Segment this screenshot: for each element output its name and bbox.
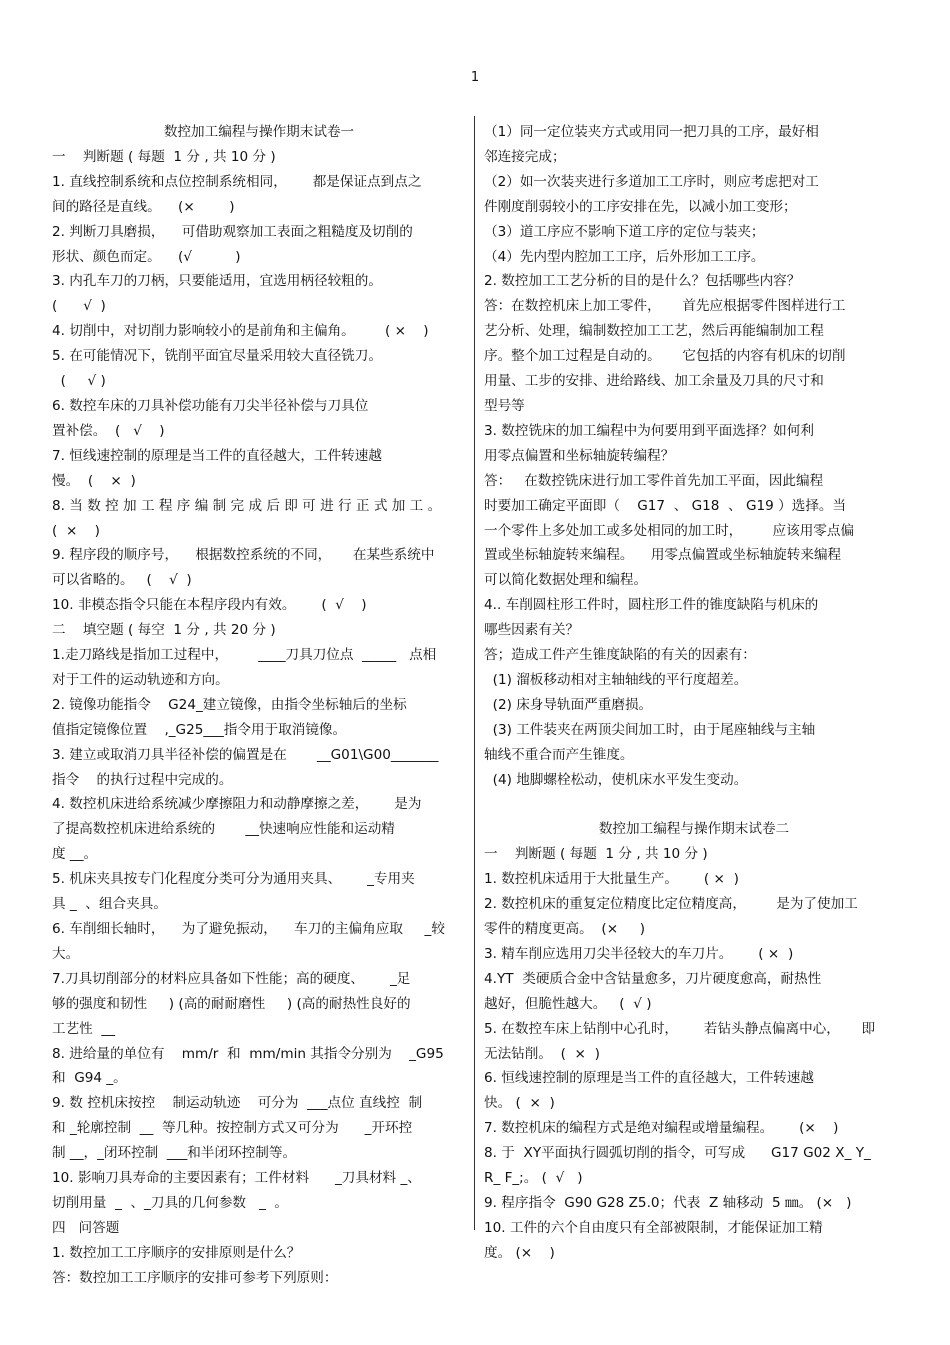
- text-line: 答： 在数控铣床进行加工零件首先加工平面，因此编程: [484, 472, 824, 489]
- text-line: 可以简化数据处理和编程。: [484, 572, 648, 589]
- text-line: R_ F_;。 ( √ ): [484, 1170, 583, 1187]
- page-number: 1: [470, 70, 480, 85]
- text-line: 邻连接完成；: [484, 148, 566, 165]
- text-line: 9. 数 控机床按控 制运动轨迹 可分为 ___点位 直线控 制: [52, 1095, 423, 1112]
- text-line: 答；造成工件产生锥度缺陷的有关的因素有：: [484, 647, 756, 664]
- text-line: (4) 地脚螺栓松动，使机床水平发生变动。: [484, 771, 748, 788]
- text-line: （1）同一定位装夹方式或用同一把刀具的工序，最好相: [484, 124, 819, 140]
- text-line: 零件的精度更高。 (× ): [484, 920, 645, 937]
- text-line: 9. 程序指令 G90 G28 Z5.0；代表 Z 轴移动 5 ㎜。 (× ): [484, 1194, 852, 1211]
- text-line: ( × ): [52, 522, 100, 539]
- text-line: 8. 进给量的单位有 mm/r 和 mm/min 其指令分别为 _G95: [52, 1045, 444, 1062]
- text-line: 慢。 ( × ): [52, 472, 136, 489]
- text-line: 工艺性 __: [52, 1020, 116, 1037]
- text-line: 一 判断题 ( 每题 1 分 , 共 10 分 ): [52, 148, 276, 165]
- text-line: 时要加工确定平面即（ G17 、 G18 、 G19 ）选择。当: [484, 497, 847, 514]
- text-line: 3. 精车削应选用刀尖半径较大的车刀片。 ( × ): [484, 945, 794, 962]
- text-line: 置补偿。 ( √ ): [52, 422, 165, 439]
- text-line: 对于工件的运动轨迹和方向。: [52, 671, 229, 688]
- text-line: 4. 数控机床进给系统减少摩擦阻力和动静摩擦之差， 是为: [52, 796, 422, 813]
- text-line: 越好，但脆性越大。 ( √ ): [484, 995, 652, 1012]
- text-line: 无法钻削。 ( × ): [484, 1045, 600, 1062]
- text-line: 8. 于 XY平面执行圆弧切削的指令，可写成 G17 G02 X_ Y_: [484, 1145, 871, 1162]
- text-line: 3. 建立或取消刀具半径补偿的偏置是在 __G01\G00_______: [52, 746, 439, 763]
- text-line: 2. 判断刀具磨损， 可借助观察加工表面之粗糙度及切削的: [52, 223, 413, 240]
- text-line: 3. 内孔车刀的刀柄，只要能适用，宜选用柄径较粗的。: [52, 273, 382, 290]
- text-line: 10. 非模态指令只能在本程序段内有效。 ( √ ): [52, 597, 367, 614]
- text-line: ( √ ): [52, 373, 106, 390]
- text-line: （3）道工序应不影响下道工序的定位与装夹；: [484, 223, 765, 240]
- exam-title: 数控加工编程与操作期末试卷二: [598, 821, 790, 838]
- exam-title: 数控加工编程与操作期末试卷一: [163, 124, 355, 140]
- text-line: 具 _ 、组合夹具。: [52, 896, 167, 913]
- text-line: 哪些因素有关？: [484, 622, 580, 639]
- text-line: 四 问答题: [52, 1219, 120, 1236]
- text-line: 够的强度和韧性 ) (高的耐耐磨性 ) (高的耐热性良好的: [52, 995, 411, 1012]
- text-line: 一 判断题 ( 每题 1 分 , 共 10 分 ): [484, 846, 708, 863]
- text-line: （4）先内型内腔加工工序，后外形加工工序。: [484, 248, 765, 265]
- left-column: [52, 120, 466, 1291]
- text-line: 切削用量 _ 、_刀具的几何参数 _ 。: [52, 1194, 288, 1211]
- text-line: 9. 程序段的顺序号， 根据数控系统的不同， 在某些系统中: [52, 547, 435, 564]
- text-line: 2. 镜像功能指令 G24_建立镜像，由指令坐标轴后的坐标: [52, 696, 407, 713]
- text-line: 间的路径是直线。 (× ): [52, 198, 235, 215]
- text-line: (2) 床身导轨面严重磨损。: [484, 696, 653, 713]
- text-line: 快。 ( × ): [484, 1095, 555, 1112]
- text-line: 度。 (× ): [484, 1244, 555, 1261]
- text-line: 2. 数控机床的重复定位精度比定位精度高， 是为了使加工: [484, 896, 858, 913]
- text-line: 制 __，_闭环控制 ___和半闭环控制等。: [52, 1145, 297, 1162]
- text-line: 轴线不重合而产生锥度。: [484, 746, 634, 763]
- text-line: 件刚度削弱较小的工序安排在先，以减小加工变形；: [484, 198, 797, 215]
- text-line: (3) 工件装夹在两顶尖间加工时，由于尾座轴线与主轴: [484, 721, 816, 738]
- text-line: 1. 数控加工工序顺序的安排原则是什么？: [52, 1244, 301, 1261]
- text-line: 6. 车削细长轴时， 为了避免振动， 车刀的主偏角应取 _较: [52, 921, 445, 937]
- text-line: 形状、颜色而定。 (√ ): [52, 248, 241, 265]
- text-line: 了提高数控机床进给系统的 __快速响应性能和运动精: [52, 821, 395, 838]
- text-line: 用量、工步的安排、进给路线、加工余量及刀具的尺寸和: [484, 373, 824, 390]
- text-line: 10. 影响刀具寿命的主要因素有；工件材料 _刀具材料 _、: [52, 1170, 421, 1187]
- text-line: 7. 数控机床的编程方式是绝对编程或增量编程。 (× ): [484, 1120, 839, 1137]
- text-line: 2. 数控加工工艺分析的目的是什么？包括哪些内容？: [484, 273, 801, 290]
- text-line: 1. 数控机床适用于大批量生产。 ( × ): [484, 871, 739, 888]
- text-line: 7.刀具切削部分的材料应具备如下性能；高的硬度、 _足: [52, 970, 411, 987]
- text-line: 度 __。: [52, 846, 98, 863]
- text-line: 4.. 车削圆柱形工件时，圆柱形工件的锥度缺陷与机床的: [484, 597, 819, 614]
- text-line: 可以省略的。 ( √ ): [52, 572, 192, 589]
- text-line: 序。整个加工过程是自动的。 它包括的内容有机床的切削: [484, 348, 846, 365]
- right-column: [484, 120, 904, 1266]
- text-line: 和 G94 _。: [52, 1070, 127, 1087]
- text-line: 5. 在可能情况下，铣削平面宜尽量采用较大直径铣刀。: [52, 348, 382, 365]
- text-line: ( √ ): [52, 298, 106, 315]
- text-line: 1. 直线控制系统和点位控制系统相同， 都是保证点到点之: [52, 173, 422, 190]
- text-line: 3. 数控铣床的加工编程中为何要用到平面选择？如何利: [484, 422, 814, 439]
- text-line: 6. 恒线速控制的原理是当工件的直径越大，工件转速越: [484, 1070, 814, 1087]
- text-line: 4. 切削中，对切削力影响较小的是前角和主偏角。 ( × ): [52, 323, 429, 340]
- text-line: 一个零件上多处加工或多处相同的加工时， 应该用零点偏: [484, 522, 855, 539]
- text-line: (1) 溜板移动相对主轴轴线的平行度超差。: [484, 671, 748, 688]
- text-line: 大。: [52, 945, 80, 962]
- text-line: 用零点偏置和坐标轴旋转编程？: [484, 447, 675, 464]
- text-line: 答：在数控机床上加工零件， 首先应根据零件图样进行工: [484, 298, 846, 315]
- text-line: 7. 恒线速控制的原理是当工件的直径越大，工件转速越: [52, 447, 382, 464]
- text-line: 5. 在数控车床上钻削中心孔时， 若钻头静点偏离中心， 即: [484, 1020, 876, 1037]
- text-line: 5. 机床夹具按专门化程度分类可分为通用夹具、 _专用夹: [52, 871, 415, 888]
- text-line: 值指定镜像位置 ,_G25___指令用于取消镜像。: [52, 721, 347, 738]
- text-line: 二 填空题 ( 每空 1 分 , 共 20 分 ): [52, 622, 276, 639]
- text-line: 4.YT 类硬质合金中含钴量愈多，刀片硬度愈高，耐热性: [484, 970, 822, 987]
- text-line: 艺分析、处理，编制数控加工工艺，然后再能编制加工程: [484, 323, 824, 340]
- spacer: [484, 792, 904, 817]
- text-line: 8. 当 数 控 加 工 程 序 编 制 完 成 后 即 可 进 行 正 式 加 工 。: [52, 497, 442, 514]
- text-line: 指令 的执行过程中完成的。: [52, 771, 233, 788]
- column-divider: [474, 116, 475, 1230]
- text-line: 和 _轮廓控制 __ 等几种。按控制方式又可分为 _开环控: [52, 1120, 413, 1137]
- text-line: 型号等: [484, 397, 525, 414]
- text-line: （2）如一次装夹进行多道加工工序时，则应考虑把对工: [484, 173, 819, 190]
- text-line: 置或坐标轴旋转来编程。 用零点偏置或坐标轴旋转来编程: [484, 547, 842, 564]
- text-line: 6. 数控车床的刀具补偿功能有刀尖半径补偿与刀具位: [52, 397, 369, 414]
- text-line: 1.走刀路线是指加工过程中， ____刀具刀位点 _____ 点相: [52, 647, 437, 664]
- text-line: 答：数控加工工序顺序的安排可参考下列原则：: [52, 1269, 338, 1286]
- text-line: 10. 工件的六个自由度只有全部被限制，才能保证加工精: [484, 1219, 823, 1236]
